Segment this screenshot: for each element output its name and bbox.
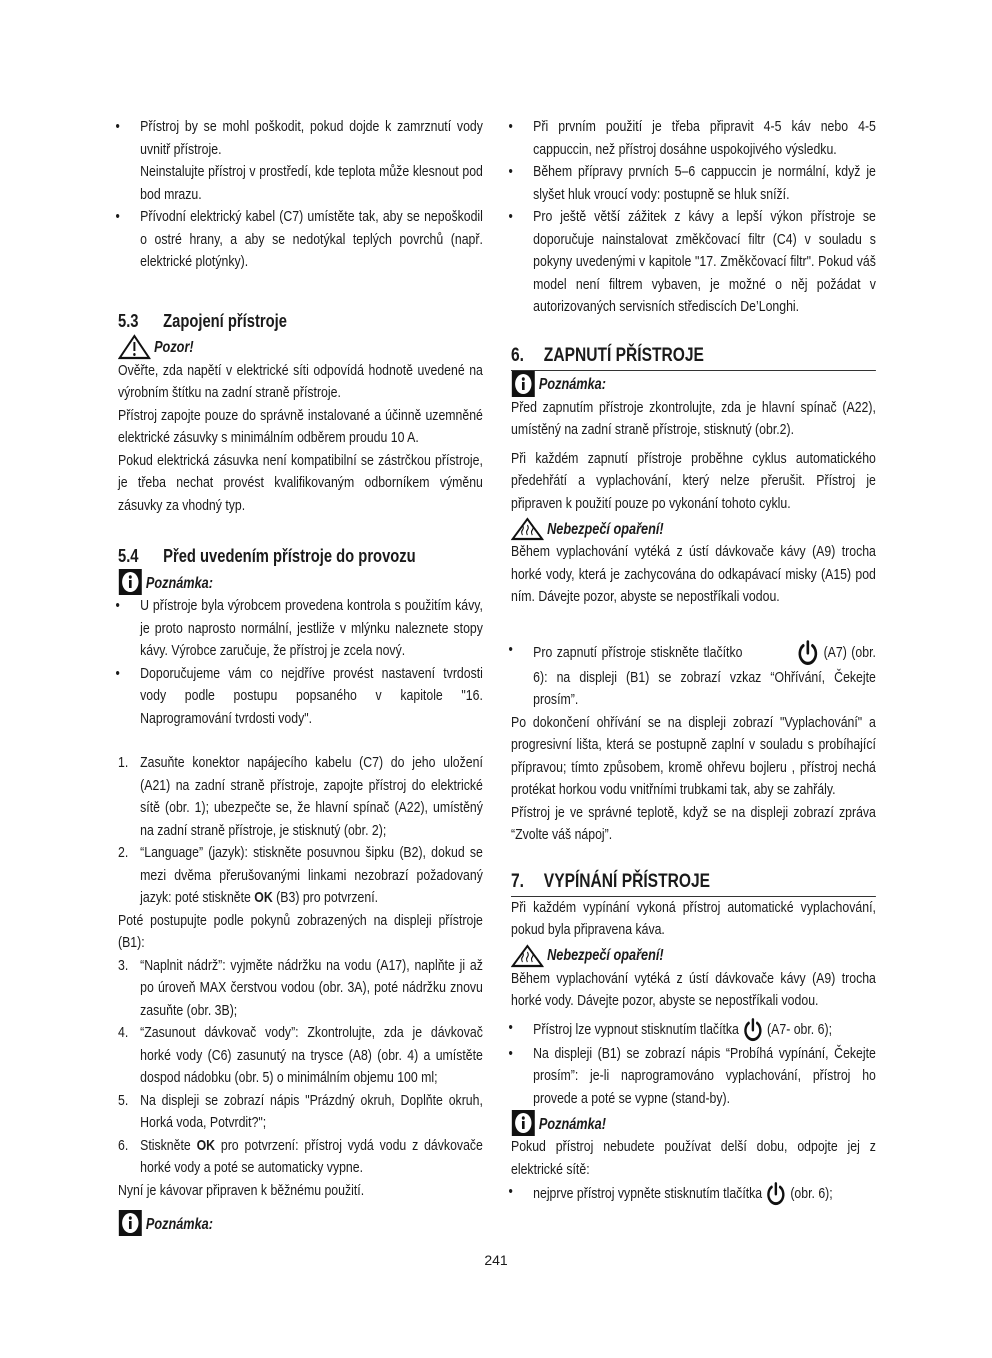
bullet-text: Neinstalujte přístroj v prostředí, kde teplota může klesnout pod bod mrazu. bbox=[140, 163, 483, 203]
note-label: Poznámka: bbox=[145, 574, 213, 592]
danger-callout bbox=[511, 515, 876, 541]
paragraph: Po dokončení ohřívání se na displeji zobrazí "Vyplachování" a progresivní lišta, která se postupně zaplní v souladu s probíhající přípravou; tímto způsobem, kromě ohřevu bojleru , přístroj nechá protékat horkou vodu vnitřními trubkami tak, aby se zahřály. bbox=[511, 713, 876, 798]
section-number: 6. bbox=[511, 344, 525, 366]
note-callout bbox=[511, 1110, 876, 1136]
power-icon bbox=[766, 1181, 787, 1207]
paragraph: Přístroj zapojte pouze do správně instalované a účinně uzemněné elektrické zásuvky s minimálním odběrem proudu 10 A. bbox=[118, 406, 483, 446]
note-label: Poznámka! bbox=[538, 1115, 606, 1133]
bullet-text: (A7) (obr. 6): na displeji (B1) se zobrazí vzkaz “Ohřívání, Čekejte prosím”. bbox=[533, 643, 876, 708]
paragraph: Pokud elektrická zásuvka není kompatibilní se zástrčkou přístroje, je třeba nechat provést kvalifikovaným odborníkem výměnu zásuvky za vhodný typ. bbox=[118, 451, 483, 514]
note-callout bbox=[118, 1210, 483, 1236]
step-item bbox=[118, 1022, 483, 1090]
paragraph: Poté postupujte podle pokynů zobrazených na displeji přístroje (B1): bbox=[118, 911, 483, 951]
list-item: • Na displeji (B1) se zobrazí nápis “Probíhá vypínání, Čekejte prosím”: je-li naprogramováno vyplachování, přístroj ho provede a poté se vypne (stand-by). bbox=[511, 1043, 876, 1111]
section-heading-7 bbox=[511, 869, 876, 897]
step-number: 3. bbox=[118, 956, 129, 974]
section-number: 5.4 bbox=[118, 546, 139, 566]
section-title: Zapojení přístroje bbox=[163, 310, 287, 331]
step-text: Stiskněte bbox=[140, 1136, 197, 1154]
note-label: Poznámka: bbox=[538, 376, 606, 393]
section-title: VYPÍNÁNÍ PŘÍSTROJE bbox=[543, 870, 711, 892]
power-icon bbox=[742, 1017, 763, 1043]
warning-icon bbox=[118, 334, 151, 360]
danger-label: Nebezpečí opaření! bbox=[547, 947, 664, 964]
step-item bbox=[118, 842, 483, 910]
section-number: 5.3 bbox=[118, 310, 139, 331]
hot-steam-icon bbox=[511, 944, 544, 968]
bullet-text: (obr. 6); bbox=[790, 1184, 833, 1202]
paragraph: Při každém zapnutí přístroje proběhne cyklus automatického předehřátí a vyplachování, který nelze přerušit. Přístroj je připraven k použití pouze po vykonání tohoto cyklu. bbox=[511, 449, 876, 512]
danger-callout bbox=[511, 942, 876, 968]
step-number: 1. bbox=[118, 754, 129, 771]
info-icon bbox=[118, 1210, 143, 1236]
step-text: “Zasunout dávkovač vody”: Zkontrolujte, zda je dávkovač horké vody (C6) zasunutý na trysce (A8) (obr. 4) a umístěte dospod nádobku (obr. 5) o minimálním objemu 100 ml; bbox=[140, 1024, 483, 1086]
list-item bbox=[118, 116, 483, 206]
step-text: “Naplnit nádrž”: vyjměte nádržku na vodu (A17), naplňte ji až po úroveň MAX čerstvou vodou (obr. 3A), poté nádržku znovu zasuňte (obr. 3B); bbox=[140, 956, 483, 1019]
step-item bbox=[118, 955, 483, 1023]
hot-steam-icon bbox=[511, 517, 544, 541]
info-icon bbox=[118, 569, 143, 595]
danger-label: Nebezpečí opaření! bbox=[547, 520, 664, 538]
list-item bbox=[511, 1017, 876, 1043]
section-title: ZAPNUTÍ PŘÍSTROJE bbox=[543, 344, 704, 366]
ok-button-label: OK bbox=[254, 889, 273, 906]
list-item: • Při prvním použití je třeba připravit 4-5 káv nebo 4-5 cappuccin, než přístroj dosáhne uspokojivého výsledku. bbox=[511, 116, 876, 161]
list-item: • Pro ještě větší zážitek z kávy a lepší výkon přístroje se doporučuje nainstalovat změkčovací filtr (C4) v souladu s pokyny uvedenými v kapitole "17. Změkčovací filtr". Pokud váš model není filtrem vybaven, je možné o něj požádat v autorizovaných servisních střediscích De’Longhi. bbox=[511, 206, 876, 319]
paragraph: Pokud přístroj nebudete používat delší dobu, odpojte jej z elektrické sítě: bbox=[511, 1138, 876, 1178]
note-callout bbox=[511, 371, 876, 397]
paragraph: Nyní je kávovar připraven k běžnému použití. bbox=[118, 1181, 365, 1199]
list-item: • U přístroje byla výrobcem provedena kontrola s použitím kávy, je proto naprosto normální, jestliže v mlýnku naleznete stopy kávy. Výrobce zaručuje, že přístroj je zcela nový. bbox=[118, 595, 483, 663]
list-item bbox=[511, 1181, 876, 1207]
bullet-text: Pro zapnutí přístroje stiskněte tlačítko bbox=[533, 643, 743, 661]
section-heading-6 bbox=[511, 343, 876, 371]
paragraph: Během vyplachování vytéká z ústí dávkovače kávy (A9) trocha horké vody. Dávejte pozor, abyste se nepostříkali vodou. bbox=[511, 969, 876, 1009]
note-callout bbox=[118, 569, 483, 595]
paragraph: Při každém vypínání vykoná přístroj automatické vyplachování, pokud byla připravena káva. bbox=[511, 898, 876, 938]
bullet-text: Přístroj by se mohl poškodit, pokud dojde k zamrznutí vody uvnitř přístroje. bbox=[140, 118, 483, 158]
step-text: Na displeji se zobrazí nápis "Prázdný okruh, Doplňte okruh, Horká voda, Potvrdit?"; bbox=[140, 1091, 483, 1131]
paragraph: Ověřte, zda napětí v elektrické síti odpovídá hodnotě uvedené na výrobním štítku na zadní straně přístroje. bbox=[118, 361, 483, 401]
list-item: • Přívodní elektrický kabel (C7) umístěte tak, aby se nepoškodil o ostré hrany, a aby se nedotýkal teplých povrchů (např. elektrické plotýnky). bbox=[118, 206, 483, 274]
ok-button-label: OK bbox=[196, 1136, 216, 1154]
list-item bbox=[511, 639, 876, 712]
warning-callout bbox=[118, 334, 483, 360]
step-text: (B3) pro potvrzení. bbox=[272, 889, 379, 906]
info-icon bbox=[511, 371, 536, 397]
step-item bbox=[118, 1090, 483, 1135]
step-number: 4. bbox=[118, 1024, 129, 1041]
step-item bbox=[118, 1135, 483, 1180]
step-text: “Language” (jazyk): stiskněte posuvnou šipku (B2), dokud se mezi dvěma přerušovanými linkami nezobrazí požadovaný jazyk: poté stiskněte bbox=[140, 844, 483, 906]
step-number: 5. bbox=[118, 1091, 129, 1109]
step-item bbox=[118, 752, 483, 842]
step-number: 6. bbox=[118, 1136, 129, 1154]
section-heading-5-3 bbox=[118, 308, 483, 334]
info-icon bbox=[511, 1110, 536, 1136]
section-heading-5-4 bbox=[118, 543, 483, 569]
list-item: • Doporučujeme vám co nejdříve provést nastavení tvrdosti vody podle postupu popsaného v kapitole "16. Naprogramování tvrdosti vody". bbox=[118, 663, 483, 731]
step-text: Zasuňte konektor napájecího kabelu (C7) do jeho uložení (A21) na zadní straně přístroje, zapojte přístroj do elektrické sítě (obr. 1); ubezpečte se, že hlavní spínač (A22), umístěný na zadní straně přístroje, je stisknutý (obr. 2); bbox=[140, 754, 483, 839]
page-number: 241 bbox=[484, 1252, 508, 1268]
paragraph: Před zapnutím přístroje zkontrolujte, zda je hlavní spínač (A22), umístěný na zadní straně přístroje, stisknutý (obr.2). bbox=[511, 398, 876, 438]
warning-label: Pozor! bbox=[154, 339, 194, 356]
paragraph: Během vyplachování vytéká z ústí dávkovače kávy (A9) trocha horké vody, která je zachycována do odkapávací misky (A15) pod ním. Dávejte pozor, abyste se nepostříkali vodou. bbox=[511, 543, 876, 605]
step-number: 2. bbox=[118, 844, 129, 861]
section-number: 7. bbox=[511, 870, 525, 892]
bullet-text: (A7- obr. 6); bbox=[767, 1020, 833, 1038]
paragraph: Přístroj je ve správné teplotě, když se na displeji zobrazí zpráva “Zvolte váš nápoj”. bbox=[511, 803, 876, 843]
bullet-text: Přístroj lze vypnout stisknutím tlačítka bbox=[533, 1020, 739, 1038]
section-title: Před uvedením přístroje do provozu bbox=[163, 546, 416, 566]
left-column bbox=[118, 116, 483, 1236]
bullet-text: nejprve přístroj vypněte stisknutím tlačítka bbox=[533, 1184, 763, 1202]
right-column bbox=[511, 116, 876, 1207]
note-label: Poznámka: bbox=[145, 1215, 213, 1233]
power-icon bbox=[796, 639, 819, 667]
step-text: pro potvrzení: přístroj vydá vodu z dávkovače horké vody a poté se automaticky vypne. bbox=[140, 1136, 483, 1176]
list-item: • Během přípravy prvních 5–6 cappuccin je normální, když je slyšet hluk vroucí vody: postupně se hluk sníží. bbox=[511, 161, 876, 206]
